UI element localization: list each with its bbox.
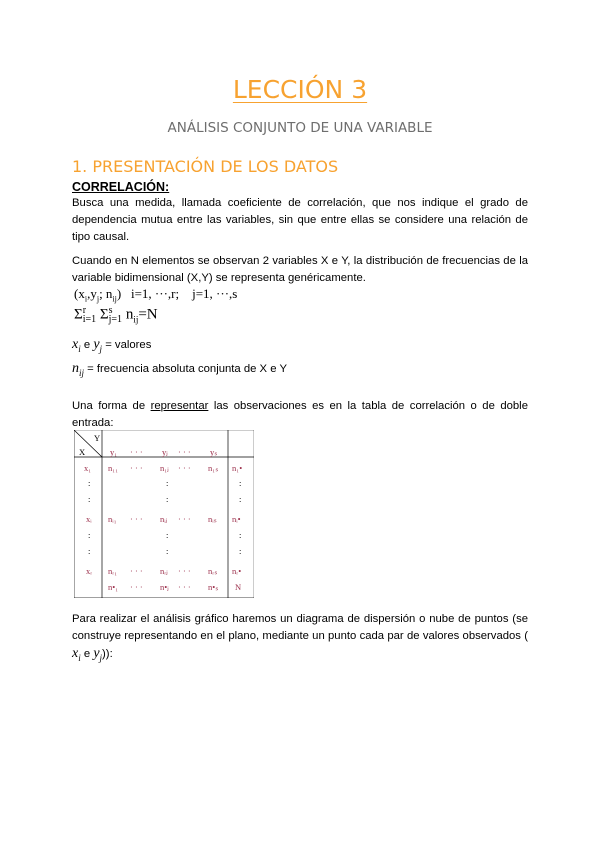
rowi-tot: nᵢ• [232, 514, 241, 524]
def-and: e [83, 339, 91, 351]
tot-c3: n•ⱼ [160, 582, 169, 592]
para4-and: e [83, 648, 91, 660]
svg-text::: : [88, 494, 91, 504]
lesson-title: LECCIÓN 3 [232, 75, 368, 104]
row1-c2: · · · [130, 463, 143, 473]
rowr-c5: nᵣₛ [208, 566, 218, 576]
rowi-x: xᵢ [86, 514, 92, 524]
paragraph-table-intro [72, 398, 528, 432]
row1-c3: n₁ⱼ [160, 463, 169, 473]
row2-tot: : [239, 478, 242, 488]
subsection-heading: CORRELACIÓN: [72, 180, 170, 194]
lesson-subtitle: ANÁLISIS CONJUNTO DE UNA VARIABLE [167, 120, 433, 136]
svg-text::: : [166, 546, 169, 556]
para4-text: Para realizar el análisis gráfico haremos un diagrama de dispersión o nube de puntos (se construye representando en el plano, mediante un punto cada par de valores observados ( [72, 613, 528, 642]
para4-end: )) [102, 648, 110, 660]
row1-tot: n₁• [232, 463, 243, 473]
rowi-c1: nᵢ₁ [108, 514, 117, 524]
rowr-c1: nᵣ₁ [108, 566, 118, 576]
rowr-tot: nᵣ• [232, 566, 242, 576]
row1-c1: n₁₁ [108, 463, 119, 473]
tot-c1: n•₁ [108, 582, 119, 592]
col-head-5: yₛ [210, 447, 218, 457]
tot-c2: · · · [130, 582, 143, 592]
definition-values: $x_i$ e $y_j$ = valores [72, 337, 152, 354]
row2-x: : [88, 478, 91, 488]
rowi-c4: · · · [178, 514, 191, 524]
row4-x: : [88, 530, 91, 540]
col-head-3: yⱼ [162, 447, 168, 457]
formula-pairs: ($x_i,y_j$; $n_{ij}$) i=1, ···,r; j=1, ···,s [74, 286, 238, 304]
row1-c5: n₁ₛ [208, 463, 219, 473]
paragraph-definition: Busca una medida, llamada coeficiente de correlación, que nos indique el grado de dependencia mutua entre las variables, sin que entre ellas se considere una relación de tipo causal. [72, 197, 528, 243]
rowr-c4: · · · [178, 566, 191, 576]
para3-pre: Una forma de [72, 400, 151, 412]
represent-link: representar [150, 400, 209, 412]
tot-c5: n•ₛ [208, 582, 219, 592]
definition-frequency: $n_{ij}$ = frecuencia absoluta conjunta de X e Y [72, 361, 287, 378]
svg-text::: : [166, 494, 169, 504]
correlation-table [74, 430, 254, 598]
col-head-4: · · · [178, 447, 191, 457]
rowi-c5: nᵢₛ [208, 514, 217, 524]
tot-grand: N [235, 582, 242, 592]
section-heading: 1. PRESENTACIÓN DE LOS DATOS [72, 157, 339, 176]
svg-text::: : [239, 546, 242, 556]
formula-sum: Σr i=1 Σs j=1 $n_{ij}=N$ [74, 305, 158, 325]
header-x: X [79, 447, 86, 457]
row1-x: x₁ [84, 463, 92, 473]
tot-c4: · · · [178, 582, 191, 592]
paragraph-bivariate: Cuando en N elementos se observan 2 variables X e Y, la distribución de frecuencias de la variable bidimensional (X,Y) se representa genéricamente. [72, 255, 528, 284]
rowi-c2: · · · [130, 514, 143, 524]
def-frequency-text: = frecuencia absoluta conjunta de X e Y [87, 363, 287, 375]
def-values-text: = valores [105, 339, 152, 351]
svg-text::: : [239, 494, 242, 504]
col-head-1: y₁ [110, 447, 118, 457]
row1-c4: · · · [178, 463, 191, 473]
rowi-c3: nᵢⱼ [160, 514, 168, 524]
rowr-c2: · · · [130, 566, 143, 576]
header-y: Y [94, 433, 101, 443]
svg-text::: : [88, 546, 91, 556]
paragraph-scatter: Para realizar el análisis gráfico haremos un diagrama de dispersión o nube de puntos (se construye representando en el plano, mediante un punto cada par de valores observados ( $x_i$ e $y_j$)): [72, 613, 528, 663]
col-head-2: · · · [130, 447, 143, 457]
row2-c3: : [166, 478, 169, 488]
rowr-c3: nᵣⱼ [160, 566, 168, 576]
para3-post: las observaciones es en la tabla de correlación o de doble entrada: [72, 400, 528, 429]
rowr-x: xᵣ [86, 566, 93, 576]
row4-tot: : [239, 530, 242, 540]
row4-c3: : [166, 530, 169, 540]
